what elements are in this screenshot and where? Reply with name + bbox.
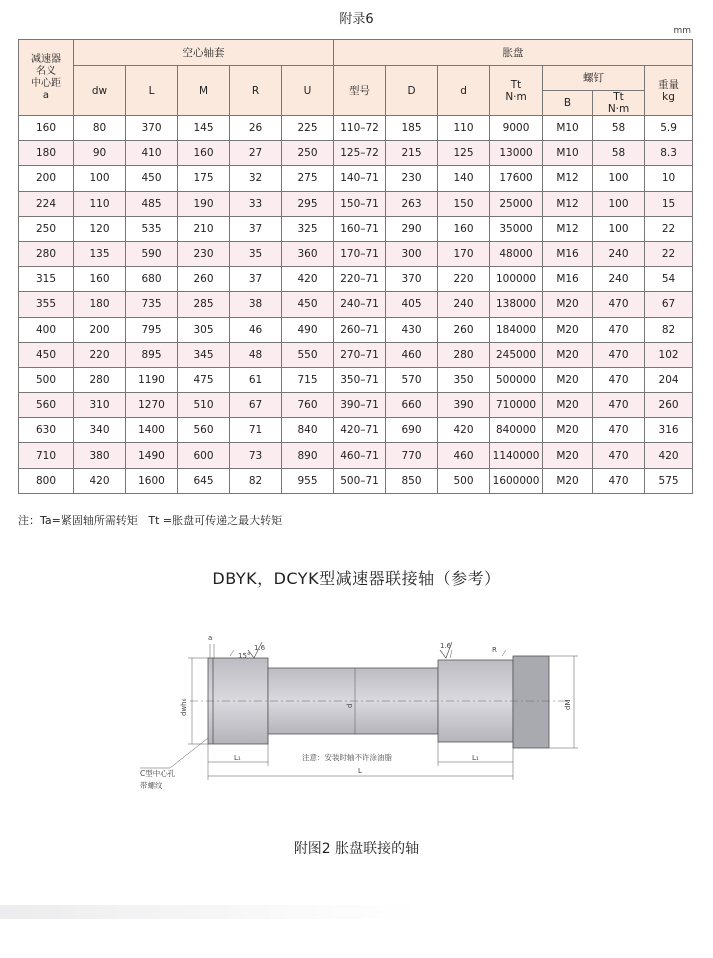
unit-label: mm [673, 26, 691, 36]
table-cell: 690 [386, 418, 438, 443]
table-cell: 290 [386, 216, 438, 241]
table-row [19, 191, 693, 216]
table-row [19, 468, 693, 493]
table-cell: 110–72 [334, 116, 386, 141]
table-cell: 160 [178, 141, 230, 166]
table-cell: 48000 [490, 241, 543, 266]
table-cell: 390 [438, 393, 490, 418]
table-cell: 285 [178, 292, 230, 317]
table-cell: 460–71 [334, 443, 386, 468]
table-cell: 400 [19, 317, 74, 342]
table-cell: M16 [543, 267, 593, 292]
table-cell: 405 [386, 292, 438, 317]
table-cell: M16 [543, 241, 593, 266]
table-cell: 37 [230, 267, 282, 292]
table-cell: 470 [593, 342, 645, 367]
table-cell: 420 [282, 267, 334, 292]
table-cell: M12 [543, 191, 593, 216]
header-sleeve: 空心轴套 [74, 40, 334, 66]
table-cell: 135 [74, 241, 126, 266]
table-cell: 90 [74, 141, 126, 166]
header-screw-b: B [543, 91, 593, 116]
header-l: L [126, 66, 178, 116]
table-cell: 350–71 [334, 367, 386, 392]
table-cell: 280 [19, 241, 74, 266]
table-cell: 460 [386, 342, 438, 367]
table-cell: 145 [178, 116, 230, 141]
table-row [19, 241, 693, 266]
table-cell: 470 [593, 367, 645, 392]
table-cell: 61 [230, 367, 282, 392]
table-cell: 390–71 [334, 393, 386, 418]
table-cell: 180 [19, 141, 74, 166]
header-weight-line: 重量 [658, 78, 680, 91]
header-model: 型号 [334, 66, 386, 116]
table-cell: 32 [230, 166, 282, 191]
table-row [19, 393, 693, 418]
table-cell: 550 [282, 342, 334, 367]
table-cell: 645 [178, 468, 230, 493]
table-cell: 410 [126, 141, 178, 166]
table-cell: 510 [178, 393, 230, 418]
table-cell: 260 [178, 267, 230, 292]
table-cell: 500000 [490, 367, 543, 392]
section-title: DBYK，DCYK型减速器联接轴（参考） [212, 569, 501, 588]
label-l: L [358, 767, 362, 775]
table-cell: 220 [438, 267, 490, 292]
table-cell: 370 [386, 267, 438, 292]
table-cell: 270–71 [334, 342, 386, 367]
header-d-upper: D [386, 66, 438, 116]
table-cell: 840 [282, 418, 334, 443]
table-cell: 160 [74, 267, 126, 292]
table-cell: M12 [543, 166, 593, 191]
table-cell: 475 [178, 367, 230, 392]
scan-smudge [0, 905, 420, 919]
table-cell: 35 [230, 241, 282, 266]
table-cell: 46 [230, 317, 282, 342]
table-cell: 10 [645, 166, 693, 191]
table-cell: 450 [282, 292, 334, 317]
table-cell: M20 [543, 317, 593, 342]
table-cell: 100 [593, 216, 645, 241]
table-cell: 470 [593, 468, 645, 493]
figure-caption: 附图2 胀盘联接的轴 [293, 841, 420, 857]
table-cell: 260 [645, 393, 693, 418]
table-cell: 500–71 [334, 468, 386, 493]
table-cell: 215 [386, 141, 438, 166]
table-cell: 470 [593, 418, 645, 443]
table-cell: 80 [74, 116, 126, 141]
table-row [19, 141, 693, 166]
table-row [19, 443, 693, 468]
label-r: R [492, 646, 497, 654]
table-cell: 71 [230, 418, 282, 443]
table-cell: 295 [282, 191, 334, 216]
header-d-lower: d [438, 66, 490, 116]
table-cell: M20 [543, 342, 593, 367]
table-cell: 22 [645, 241, 693, 266]
header-tt-unit: N·m [505, 90, 527, 103]
header-screw-tt [593, 91, 645, 116]
table-cell: 560 [19, 393, 74, 418]
table-cell: 260–71 [334, 317, 386, 342]
table-row [19, 292, 693, 317]
table-cell: 420 [74, 468, 126, 493]
table-cell: 575 [645, 468, 693, 493]
header-reducer-line: 中心距 [31, 77, 61, 89]
table-cell: 140–71 [334, 166, 386, 191]
table-cell: 660 [386, 393, 438, 418]
table-row [19, 166, 693, 191]
table-cell: 110 [74, 191, 126, 216]
table-cell: 460 [438, 443, 490, 468]
table-cell: 560 [178, 418, 230, 443]
table-cell: 27 [230, 141, 282, 166]
header-weight-unit: kg [662, 90, 675, 103]
table-cell: 890 [282, 443, 334, 468]
table-cell: 17600 [490, 166, 543, 191]
table-cell: 710 [19, 443, 74, 468]
table-cell: 67 [645, 292, 693, 317]
table-cell: 345 [178, 342, 230, 367]
table-cell: 160–71 [334, 216, 386, 241]
table-cell: 82 [645, 317, 693, 342]
table-cell: 1400 [126, 418, 178, 443]
table-cell: 160 [438, 216, 490, 241]
label-roughness-left: 1.6 [254, 644, 266, 652]
table-cell: 895 [126, 342, 178, 367]
table-cell: 500 [19, 367, 74, 392]
table-cell: 82 [230, 468, 282, 493]
table-cell: 500 [438, 468, 490, 493]
table-cell: M20 [543, 367, 593, 392]
table-cell: 240 [593, 267, 645, 292]
table-cell: 58 [593, 116, 645, 141]
table-row [19, 367, 693, 392]
table-cell: 715 [282, 367, 334, 392]
table-cell: 48 [230, 342, 282, 367]
table-cell: 280 [438, 342, 490, 367]
table-cell: 184000 [490, 317, 543, 342]
table-cell: 470 [593, 443, 645, 468]
table-cell: 120 [74, 216, 126, 241]
label-roughness-right: 1.6 [440, 642, 452, 650]
table-cell: M20 [543, 443, 593, 468]
header-reducer-line: a [42, 89, 50, 101]
table-cell: 600 [178, 443, 230, 468]
table-cell: 485 [126, 191, 178, 216]
table-cell: 800 [19, 468, 74, 493]
table-cell: 263 [386, 191, 438, 216]
table-cell: 185 [386, 116, 438, 141]
table-cell: 200 [74, 317, 126, 342]
table-cell: 316 [645, 418, 693, 443]
table-cell: 275 [282, 166, 334, 191]
table-cell: 355 [19, 292, 74, 317]
table-cell: 1270 [126, 393, 178, 418]
table-cell: 310 [74, 393, 126, 418]
table-cell: 138000 [490, 292, 543, 317]
table-cell: 230 [386, 166, 438, 191]
table-cell: 100 [593, 191, 645, 216]
table-cell: 240 [438, 292, 490, 317]
table-cell: 200 [19, 166, 74, 191]
table-body [19, 116, 693, 494]
table-cell: 535 [126, 216, 178, 241]
table-cell: 420–71 [334, 418, 386, 443]
table-cell: 850 [386, 468, 438, 493]
table-cell: 370 [126, 116, 178, 141]
table-cell: 35000 [490, 216, 543, 241]
table-cell: 110 [438, 116, 490, 141]
table-cell: 380 [74, 443, 126, 468]
table-row [19, 418, 693, 443]
table-cell: 350 [438, 367, 490, 392]
label-thread: 带螺纹 [140, 781, 163, 790]
table-cell: 102 [645, 342, 693, 367]
table-cell: 25000 [490, 191, 543, 216]
table-cell: 8.3 [645, 141, 693, 166]
roughness-symbol [248, 642, 452, 658]
table-cell: M12 [543, 216, 593, 241]
table-cell: 180 [74, 292, 126, 317]
table-cell: 795 [126, 317, 178, 342]
table-cell: 100 [593, 166, 645, 191]
table-note: 注：Ta=紧固轴所需转矩 Tt =胀盘可传递之最大转矩 [18, 514, 283, 527]
table-cell: 250 [282, 141, 334, 166]
table-cell: 630 [19, 418, 74, 443]
table-cell: 26 [230, 116, 282, 141]
table-cell: 13000 [490, 141, 543, 166]
table-cell: 210 [178, 216, 230, 241]
table-cell: 450 [126, 166, 178, 191]
table-row [19, 342, 693, 367]
table-cell: 280 [74, 367, 126, 392]
header-tt [490, 66, 543, 116]
table-cell: 710000 [490, 393, 543, 418]
table-row [19, 116, 693, 141]
table-row [19, 317, 693, 342]
table-cell: 470 [593, 292, 645, 317]
header-screw: 螺钉 [543, 66, 645, 91]
shaft-body [208, 656, 549, 748]
label-notice: 注意：安装时轴不许涂油脂 [302, 753, 392, 762]
table-cell: 955 [282, 468, 334, 493]
table-header [19, 40, 693, 116]
label-l1-left: L₁ [234, 754, 241, 762]
table-cell: 58 [593, 141, 645, 166]
table-cell: 590 [126, 241, 178, 266]
table-cell: 160 [19, 116, 74, 141]
table-cell: 770 [386, 443, 438, 468]
table-cell: 67 [230, 393, 282, 418]
table-cell: 450 [19, 342, 74, 367]
table-cell: 760 [282, 393, 334, 418]
table-cell: 38 [230, 292, 282, 317]
table-cell: 125 [438, 141, 490, 166]
table-cell: 175 [178, 166, 230, 191]
table-row [19, 267, 693, 292]
table-cell: M20 [543, 418, 593, 443]
header-reducer [19, 40, 74, 116]
table-cell: 230 [178, 241, 230, 266]
table-cell: 100 [74, 166, 126, 191]
table-cell: 245000 [490, 342, 543, 367]
table-cell: 680 [126, 267, 178, 292]
table-cell: 420 [645, 443, 693, 468]
table-cell: 240–71 [334, 292, 386, 317]
label-a: a [208, 634, 213, 642]
table-cell: M10 [543, 116, 593, 141]
header-screw-tt-unit: N·m [607, 103, 630, 115]
table-cell: 22 [645, 216, 693, 241]
table-cell: 224 [19, 191, 74, 216]
table-cell: 470 [593, 317, 645, 342]
label-center-hole: C型中心孔 [140, 769, 176, 778]
table-cell: M20 [543, 292, 593, 317]
table-cell: 5.9 [645, 116, 693, 141]
table-cell: 220 [74, 342, 126, 367]
table-cell: 360 [282, 241, 334, 266]
table-cell: 225 [282, 116, 334, 141]
table-cell: 37 [230, 216, 282, 241]
table-cell: 840000 [490, 418, 543, 443]
table-cell: 340 [74, 418, 126, 443]
table-cell: 150–71 [334, 191, 386, 216]
table-cell: 570 [386, 367, 438, 392]
header-m: M [178, 66, 230, 116]
label-angle: 15° [238, 652, 251, 660]
header-r: R [230, 66, 282, 116]
table-cell: 125–72 [334, 141, 386, 166]
table-cell: 9000 [490, 116, 543, 141]
table-cell: 250 [19, 216, 74, 241]
header-tt-line: Tt [510, 78, 522, 91]
table-cell: M10 [543, 141, 593, 166]
page-title: 附录6 [339, 12, 374, 27]
header-dw: dw [74, 66, 126, 116]
table-cell: 54 [645, 267, 693, 292]
table-cell: 430 [386, 317, 438, 342]
table-row [19, 216, 693, 241]
spec-table [18, 39, 693, 494]
table-cell: 325 [282, 216, 334, 241]
table-cell: 1490 [126, 443, 178, 468]
table-cell: 240 [593, 241, 645, 266]
table-cell: 735 [126, 292, 178, 317]
table-cell: 204 [645, 367, 693, 392]
header-reducer-line: 名义 [36, 65, 56, 77]
table-cell: 1600 [126, 468, 178, 493]
header-disc: 胀盘 [334, 40, 693, 66]
label-l1-right: L₁ [472, 754, 479, 762]
header-reducer-line: 减速器 [31, 53, 61, 65]
table-cell: M20 [543, 468, 593, 493]
table-cell: 100000 [490, 267, 543, 292]
table-cell: 420 [438, 418, 490, 443]
table-cell: 1190 [126, 367, 178, 392]
table-cell: 260 [438, 317, 490, 342]
table-cell: 33 [230, 191, 282, 216]
table-cell: 220–71 [334, 267, 386, 292]
table-cell: 15 [645, 191, 693, 216]
table-cell: 140 [438, 166, 490, 191]
table-cell: 315 [19, 267, 74, 292]
header-screw-tt-line: Tt [613, 91, 624, 103]
table-cell: 305 [178, 317, 230, 342]
table-cell: 300 [386, 241, 438, 266]
table-cell: 170–71 [334, 241, 386, 266]
table-cell: 190 [178, 191, 230, 216]
header-u: U [282, 66, 334, 116]
table-cell: 490 [282, 317, 334, 342]
table-cell: 1140000 [490, 443, 543, 468]
header-weight [645, 66, 693, 116]
shaft-drawing [130, 628, 600, 798]
label-dwh: dwh₆ [180, 698, 188, 716]
table-cell: 150 [438, 191, 490, 216]
table-cell: 1600000 [490, 468, 543, 493]
table-cell: 73 [230, 443, 282, 468]
table-cell: M20 [543, 393, 593, 418]
label-d: d [346, 703, 354, 708]
table-cell: 470 [593, 393, 645, 418]
label-dm: dM [564, 699, 572, 710]
table-cell: 170 [438, 241, 490, 266]
